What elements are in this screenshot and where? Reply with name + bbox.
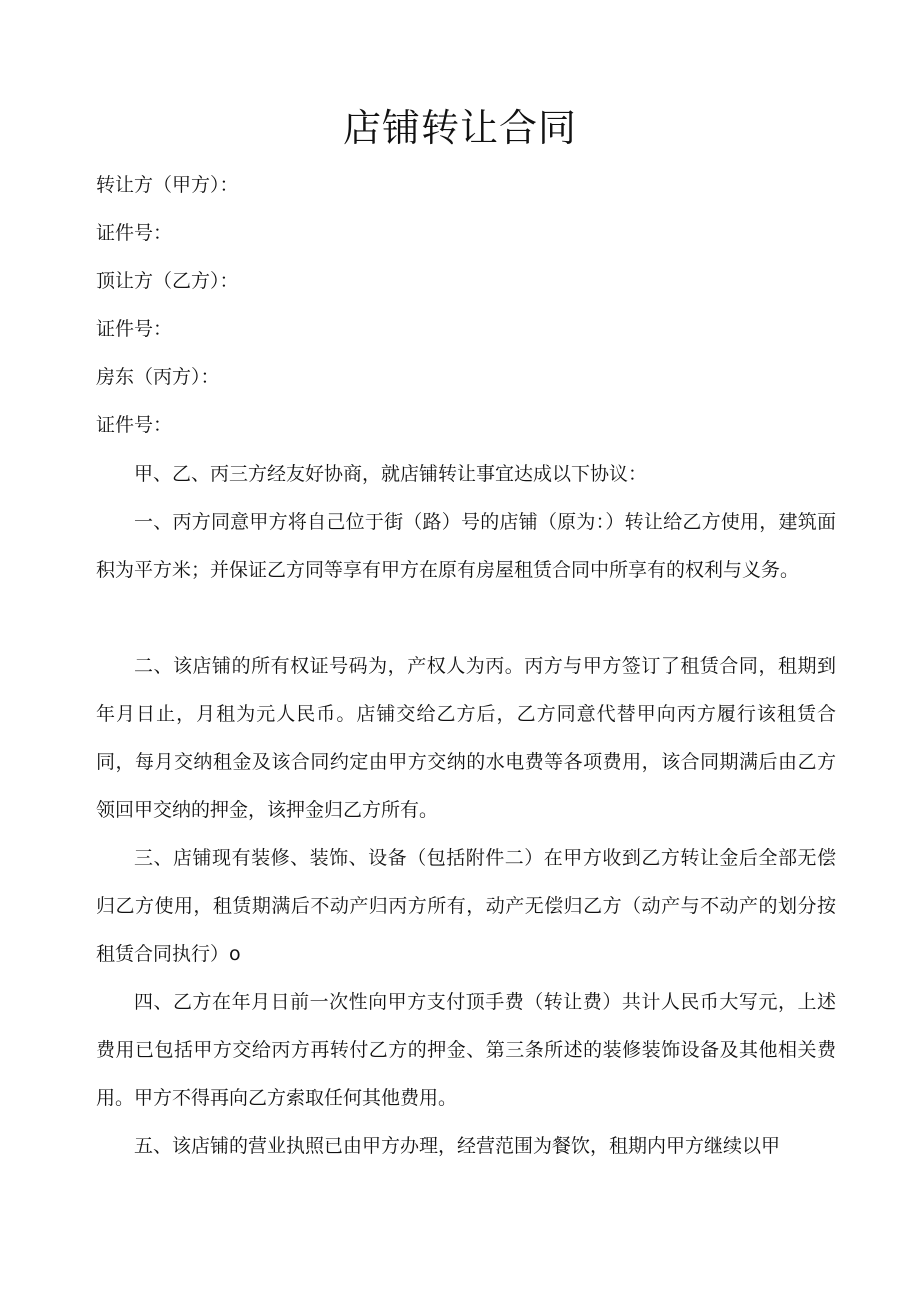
clause-1: 一、丙方同意甲方将自己位于街（路）号的店铺（原为：）转让给乙方使用，建筑面积为平方米；并保证乙方同等享有甲方在原有房屋租赁合同中所享有的权利与义务。 — [96, 511, 836, 581]
transferor-field: 转让方（甲方）： — [96, 174, 239, 196]
landlord-field: 房东（丙方）： — [96, 366, 220, 388]
clause-5: 五、该店铺的营业执照已由甲方办理，经营范围为餐饮，租期内甲方继续以甲 — [134, 1135, 781, 1157]
transferee-id-field: 证件号： — [96, 318, 173, 340]
clause-4: 四、乙方在年月日前一次性向甲方支付顶手费（转让费）共计人民币大写元，上述费用已包括甲方交给丙方再转付乙方的押金、第三条所述的装修装饰设备及其他相关费用。甲方不得再向乙方索取任何其他费用。 — [96, 991, 836, 1109]
landlord-id-field: 证件号： — [96, 414, 173, 436]
clause-3: 三、店铺现有装修、装饰、设备（包括附件二）在甲方收到乙方转让金后全部无偿归乙方使用，租赁期满后不动产归丙方所有，动产无偿归乙方（动产与不动产的划分按租赁合同执行）o — [96, 847, 836, 965]
clause-2: 二、该店铺的所有权证号码为，产权人为丙。丙方与甲方签订了租赁合同，租期到年月日止，月租为元人民币。店铺交给乙方后，乙方同意代替甲向丙方履行该租赁合同，每月交纳租金及该合同约定由甲方交纳的水电费等各项费用，该合同期满后由乙方领回甲交纳的押金，该押金归乙方所有。 — [96, 655, 836, 821]
transferor-id-field: 证件号： — [96, 222, 173, 244]
intro-paragraph: 甲、乙、丙三方经友好协商，就店铺转让事宜达成以下协议： — [134, 463, 648, 485]
transferee-field: 顶让方（乙方）： — [96, 270, 239, 292]
document-title: 店铺转让合同 — [342, 106, 577, 150]
